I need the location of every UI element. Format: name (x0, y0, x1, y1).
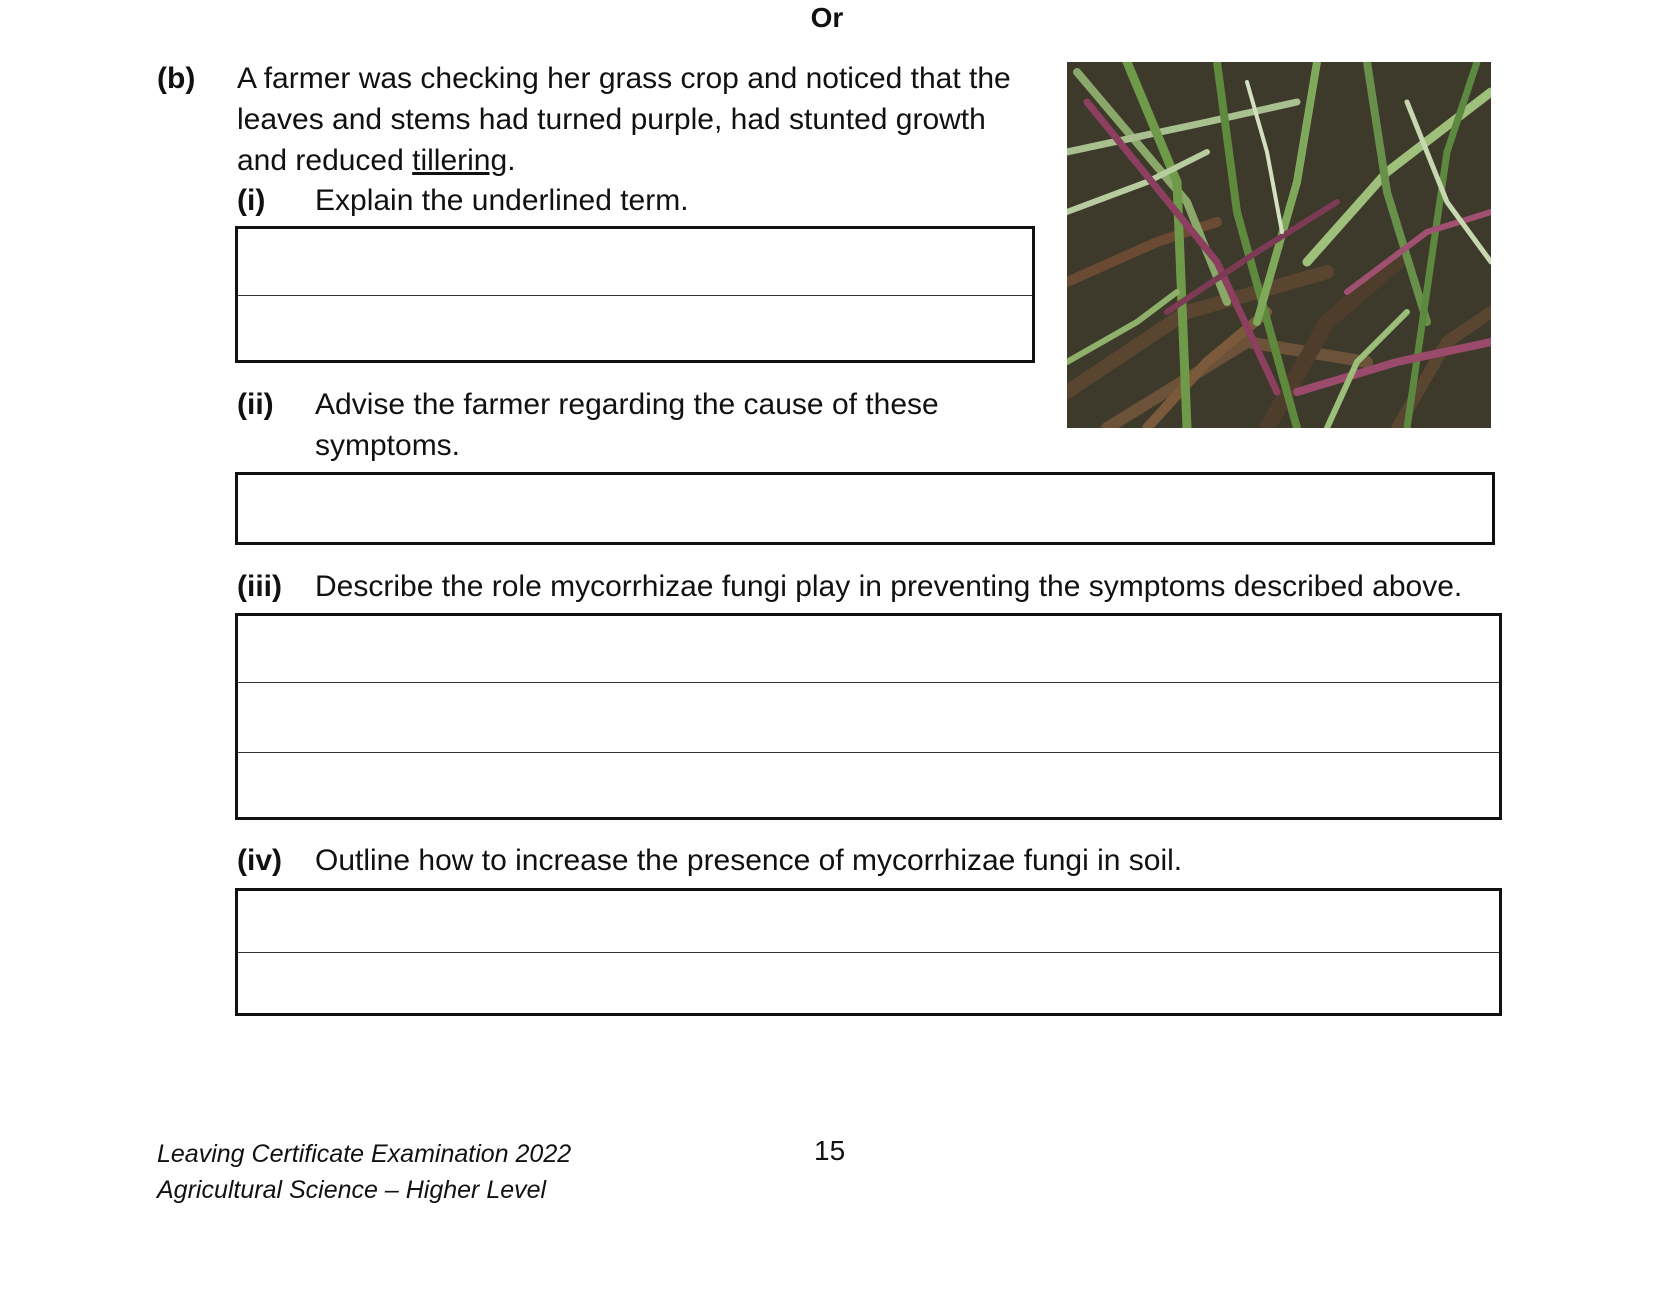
footer-exam: Leaving Certificate Examination 2022 (157, 1140, 572, 1168)
underlined-term: tillering (412, 144, 508, 177)
question-iii-label: (iii) (237, 570, 282, 603)
answer-line (238, 952, 1499, 953)
question-i-text: Explain the underlined term. (315, 184, 689, 217)
question-ii-label: (ii) (237, 388, 274, 421)
page-number: 15 (814, 1135, 846, 1166)
stem-line-1: A farmer was checking her grass crop and noticed that the (237, 62, 1011, 95)
answer-line (238, 295, 1032, 296)
answer-box-iii[interactable] (235, 613, 1502, 820)
answer-line (238, 682, 1499, 683)
question-ii-text-line-2: symptoms. (315, 429, 461, 462)
answer-box-iv[interactable] (235, 888, 1502, 1016)
question-iv-text: Outline how to increase the presence of mycorrhizae fungi in soil. (315, 844, 1183, 877)
answer-line (238, 752, 1499, 753)
stem-line-2: leaves and stems had turned purple, had stunted growth (237, 103, 986, 136)
question-iv-label: (iv) (237, 844, 282, 877)
stem-line-3-end: . (507, 144, 516, 177)
answer-box-i[interactable] (235, 226, 1035, 363)
answer-box-ii[interactable] (235, 472, 1495, 545)
grass-photo-icon (1067, 62, 1491, 428)
part-b-label: (b) (157, 62, 196, 95)
grass-photo (1067, 62, 1491, 428)
stem-line-3-start: and reduced (237, 144, 413, 177)
question-iii-text: Describe the role mycorrhizae fungi play in preventing the symptoms described above. (315, 570, 1463, 603)
or-heading: Or (810, 2, 844, 33)
footer-subject: Agricultural Science – Higher Level (157, 1176, 547, 1204)
question-ii-text-line-1: Advise the farmer regarding the cause of these (315, 388, 939, 421)
stem-line-3 (237, 140, 516, 181)
question-i-label: (i) (237, 184, 266, 217)
